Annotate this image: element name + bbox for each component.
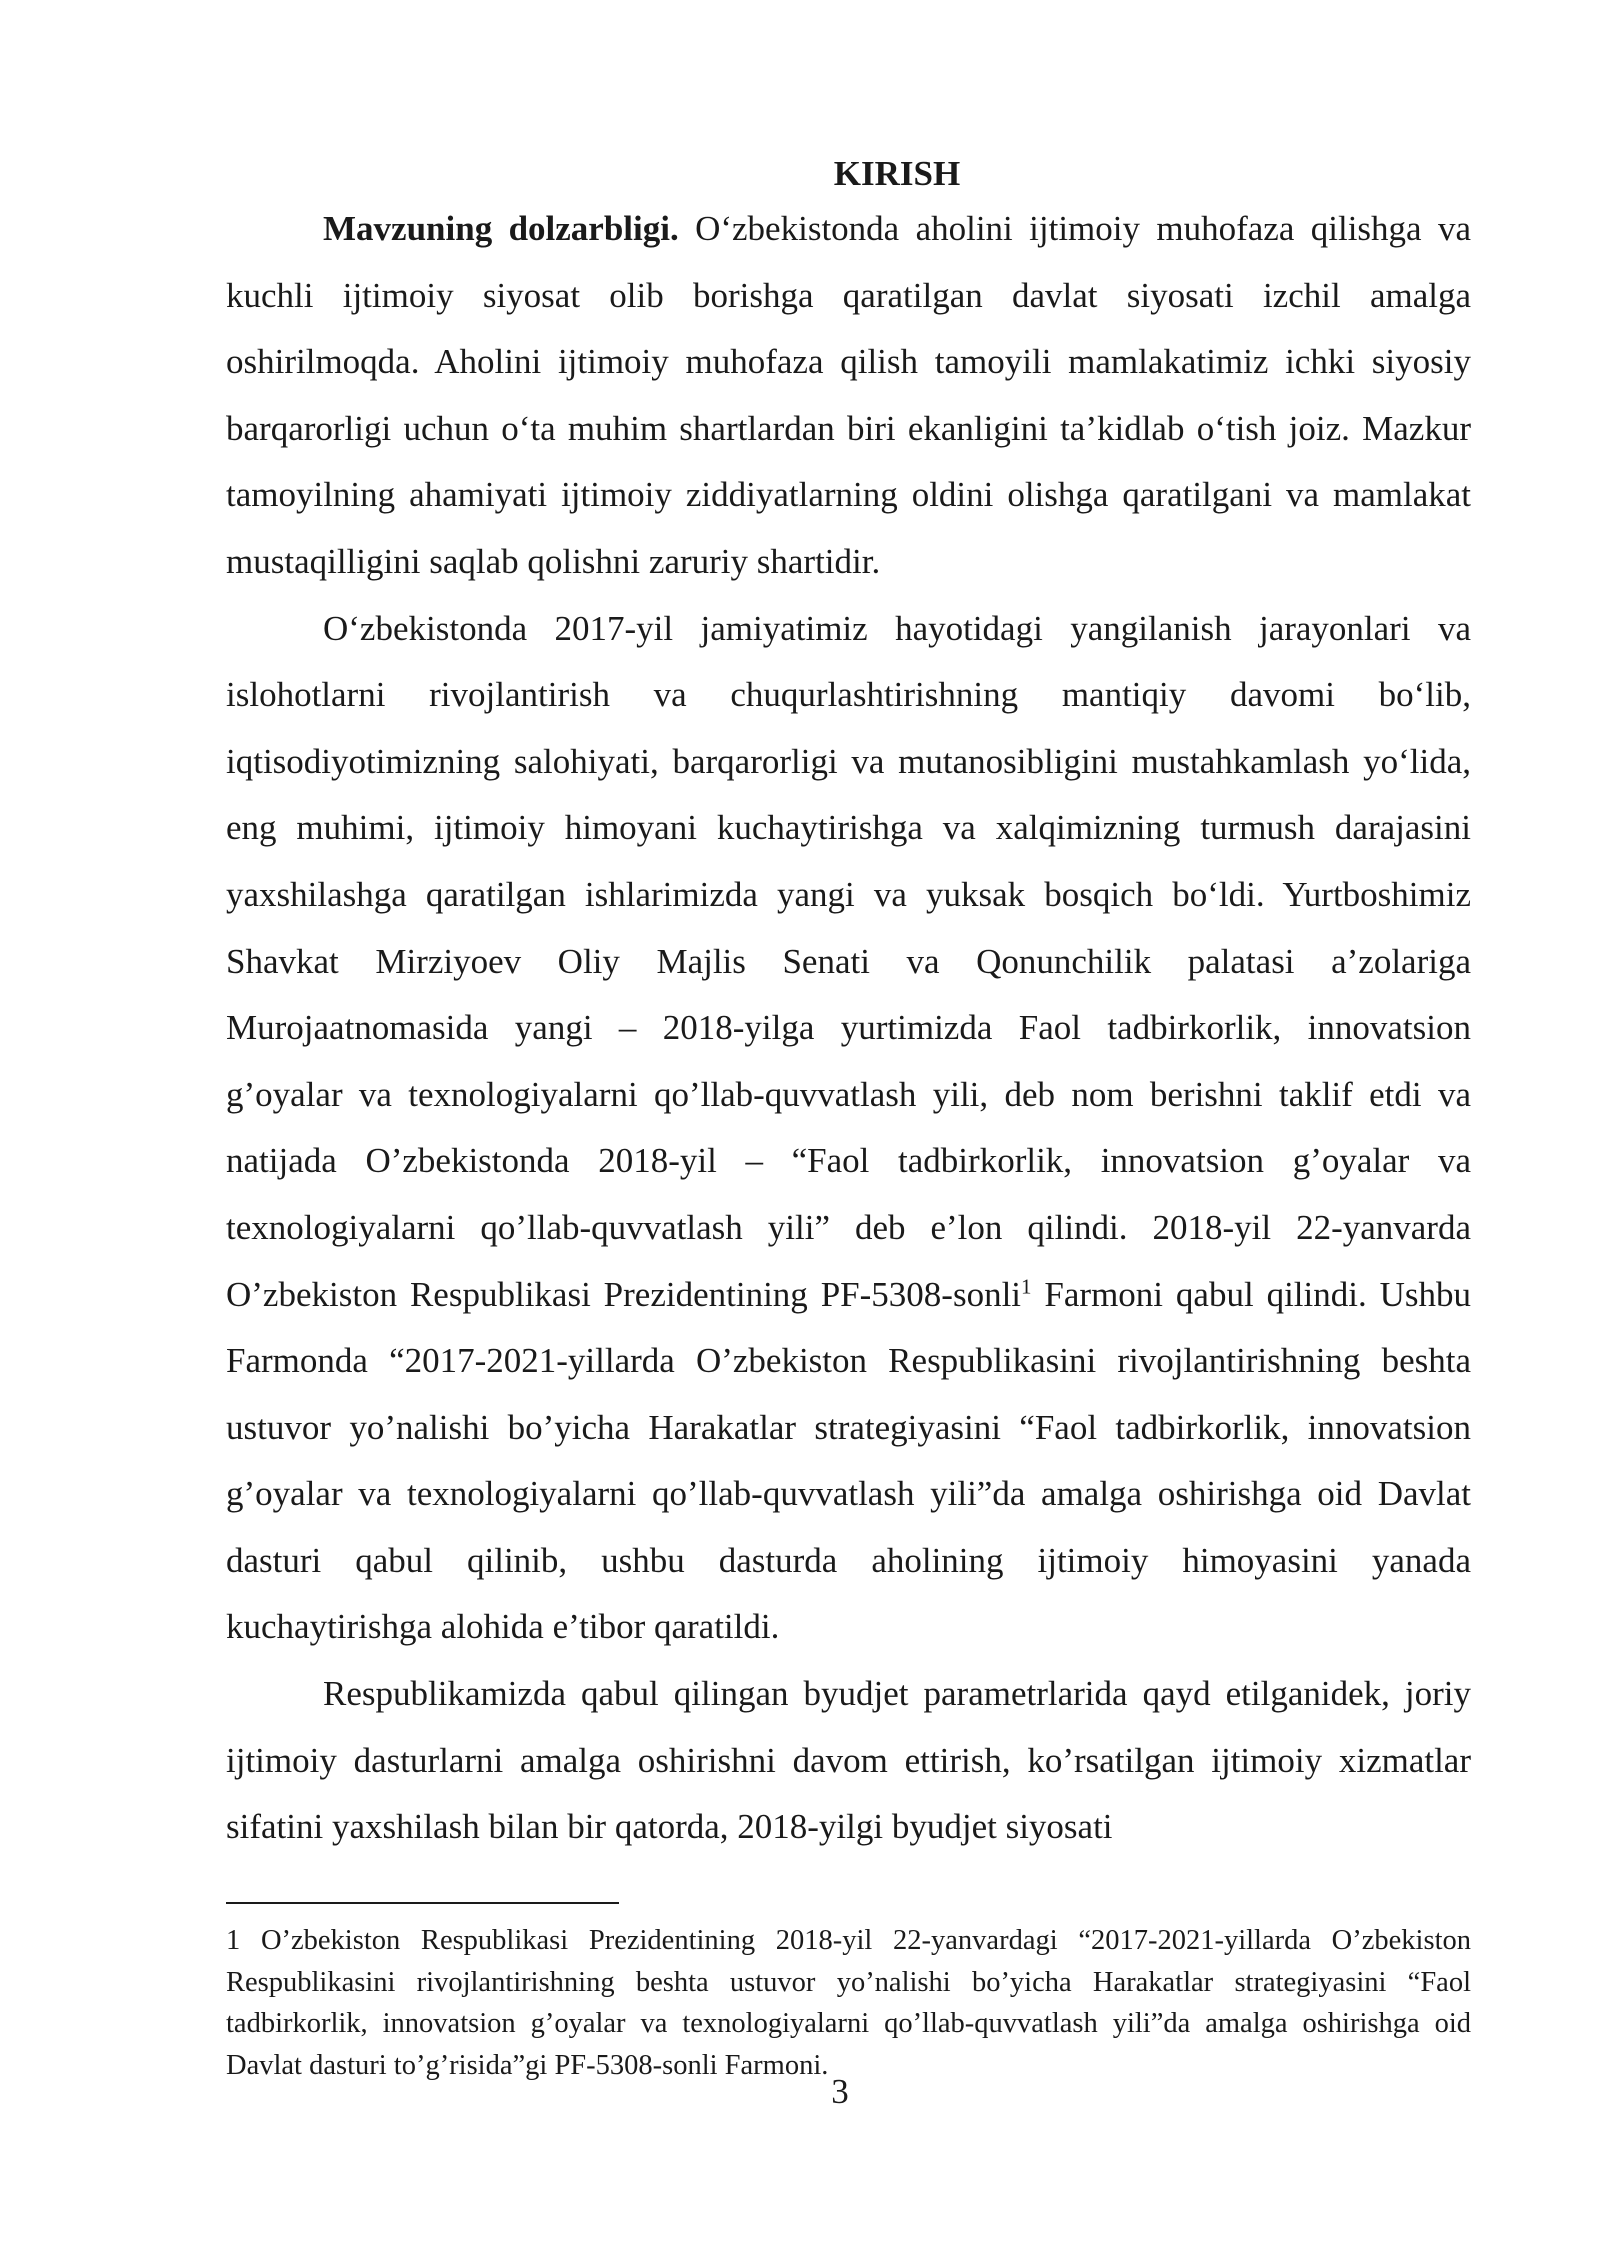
paragraph-decree [226, 596, 1471, 1662]
footnote-separator [226, 1902, 619, 1904]
footnote-reference[interactable]: 1 [1021, 1273, 1032, 1298]
paragraph-text: Respublikamizda qabul qilingan byudjet parametrlarida qayd etilganidek, joriy ijtimoiy dasturlarni amalga oshirishni davom ettirish, ko’rsatilgan ijtimoiy xizmatlar sifatini yaxshilash bilan bir qatorda, 2018-yilgi byudjet siyosati [226, 1674, 1471, 1847]
page-number: 3 [831, 2072, 849, 2111]
paragraph-text: O‘zbekistonda 2017-yil jamiyatimiz hayotidagi yangilanish jarayonlari va islohotlarni rivojlantirish va chuqurlashtirishning mantiqiy davomi bo‘lib, iqtisodiyotimizning salohiyati, barqarorligi va mutanosibligini mustahkamlash yo‘lida, eng muhimi, ijtimoiy himoyani kuchaytirishga va xalqimizning turmush darajasini yaxshilashga qaratilgan ishlarimizda yangi va yuksak bosqich bo‘ldi. Yurtboshimiz Shavkat Mirziyoev Oliy Majlis Senati va Qonunchilik palatasi a’zolariga Murojaatnomasida yangi – 2018-yilga yurtimizda Faol tadbirkorlik, innovatsion g’oyalar va texnologiyalarni qo’llab-quvvatlash yili, deb nom berishni taklif etdi va natijada O’zbekistonda 2018-yil – “Faol tadbirkorlik, innovatsion g’oyalar va texnologiyalarni qo’llab-quvvatlash yili” deb e’lon qilindi. 2018-yil 22-yanvarda O’zbekiston Respublikasi Prezidentining PF-5308-sonli [226, 608, 1471, 1314]
footnote-text: O’zbekiston Respublikasi Prezidentining 2018-yil 22-yanvardagi “2017-2021-yillarda O’zbekiston Respublikasini rivojlantirishning beshta ustuvor yo’nalishi bo’yicha Harakatlar strategiyasini “Faol tadbirkorlik, innovatsion g’oyalar va texnologiyalarni qo’llab-quvvatlash yili”da amalga oshirishga oid Davlat dasturi to’g’risida”gi PF-5308-sonli Farmoni. [226, 1925, 1471, 2081]
paragraph-lead-heading: Mavzuning dolzarbligi. [323, 209, 679, 248]
footnote [226, 1920, 1471, 2086]
paragraph-text: O‘zbekistonda aholini ijtimoiy muhofaza qilishga va kuchli ijtimoiy siyosat olib borishga qaratilgan davlat siyosati izchil amalga oshirilmoqda. Aholini ijtimoiy muhofaza qilish tamoyili mamlakatimiz ichki siyosiy barqarorligi uchun o‘ta muhim shartlardan biri ekanligini ta’kidlab o‘tish joiz. Mazkur tamoyilning ahamiyati ijtimoiy ziddiyatlarning oldini olishga qaratilgani va mamlakat mustaqilligini saqlab qolishni zaruriy shartidir. [226, 209, 1471, 581]
body-text [226, 196, 1471, 1861]
paragraph-text: Farmoni qabul qilindi. Ushbu Farmonda “2017-2021-yillarda O’zbekiston Respublikasini rivojlantirishning beshta ustuvor yo’nalishi bo’yicha Harakatlar strategiyasini “Faol tadbirkorlik, innovatsion g’oyalar va texnologiyalarni qo’llab-quvvatlash yili”da amalga oshirishga oid Davlat dasturi qabul qilinib, ushbu dasturda aholining ijtimoiy himoyasini yanada kuchaytirishga alohida e’tibor qaratildi. [226, 1274, 1472, 1647]
paragraph-relevance [226, 196, 1471, 596]
footnote-number: 1 [226, 1925, 241, 1956]
paragraph-budget [226, 1661, 1471, 1861]
section-title: KIRISH [833, 154, 961, 193]
